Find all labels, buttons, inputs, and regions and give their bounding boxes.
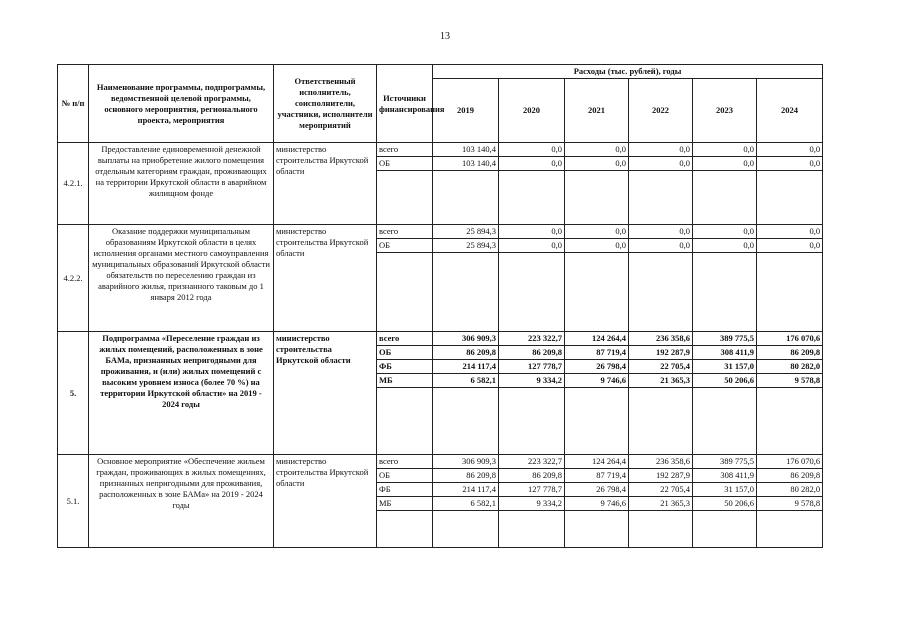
expense-value: 87 719,4: [565, 346, 629, 360]
expense-value: 0,0: [693, 157, 757, 171]
expense-value: 9 578,8: [757, 374, 823, 388]
expense-value: 127 778,7: [499, 360, 565, 374]
expense-value: 31 157,0: [693, 360, 757, 374]
empty-cell: [499, 511, 565, 548]
empty-cell: [693, 253, 757, 332]
empty-cell: [565, 171, 629, 225]
empty-cell: [377, 388, 433, 455]
expense-value: 80 282,0: [757, 483, 823, 497]
expense-value: 9 746,6: [565, 374, 629, 388]
expense-value: 389 775,5: [693, 455, 757, 469]
expense-value: 9 746,6: [565, 497, 629, 511]
header-year: 2021: [565, 79, 629, 143]
empty-cell: [629, 388, 693, 455]
expense-value: 86 209,8: [499, 469, 565, 483]
expense-value: 176 070,6: [757, 455, 823, 469]
table-row: [58, 225, 823, 239]
empty-cell: [693, 171, 757, 225]
expense-value: 0,0: [629, 157, 693, 171]
empty-cell: [377, 253, 433, 332]
budget-table: [57, 64, 823, 548]
empty-cell: [377, 171, 433, 225]
header-year: 2022: [629, 79, 693, 143]
expense-value: 223 322,7: [499, 332, 565, 346]
row-executor: министерство строительства Иркутской области: [274, 225, 377, 332]
expense-value: 6 582,1: [433, 497, 499, 511]
expense-value: 86 209,8: [499, 346, 565, 360]
expense-value: 26 798,4: [565, 483, 629, 497]
expense-value: 0,0: [757, 157, 823, 171]
empty-cell: [757, 511, 823, 548]
expense-value: 0,0: [565, 157, 629, 171]
empty-cell: [433, 171, 499, 225]
empty-cell: [565, 253, 629, 332]
empty-cell: [565, 511, 629, 548]
expense-value: 25 894,3: [433, 239, 499, 253]
funding-source: всего: [377, 225, 433, 239]
expense-value: 22 705,4: [629, 360, 693, 374]
expense-value: 9 334,2: [499, 497, 565, 511]
header-executor: Ответственный исполнитель, соисполнители, участники, исполнители мероприятий: [274, 65, 377, 143]
empty-cell: [499, 388, 565, 455]
expense-value: 0,0: [499, 143, 565, 157]
empty-cell: [377, 511, 433, 548]
table-row: [58, 143, 823, 157]
expense-value: 214 117,4: [433, 360, 499, 374]
funding-source: МБ: [377, 497, 433, 511]
expense-value: 236 358,6: [629, 455, 693, 469]
empty-cell: [757, 253, 823, 332]
empty-cell: [629, 253, 693, 332]
expense-value: 306 909,3: [433, 332, 499, 346]
expense-value: 21 365,3: [629, 374, 693, 388]
row-number: 5.: [58, 332, 89, 455]
header-num: № п/п: [58, 65, 89, 143]
row-number: 4.2.1.: [58, 143, 89, 225]
row-name: Оказание поддержки муниципальным образованиям Иркутской области в целях исполнения органами местного самоуправления муниципальных образований Иркутской области обязательств по переселению граждан из аварийного жилья, признанного таковым до 1 января 2012 года: [89, 225, 274, 332]
expense-value: 22 705,4: [629, 483, 693, 497]
expense-value: 306 909,3: [433, 455, 499, 469]
expense-value: 124 264,4: [565, 455, 629, 469]
expense-value: 308 411,9: [693, 469, 757, 483]
funding-source: всего: [377, 455, 433, 469]
funding-source: ОБ: [377, 239, 433, 253]
expense-value: 0,0: [693, 225, 757, 239]
expense-value: 0,0: [693, 239, 757, 253]
empty-cell: [499, 253, 565, 332]
table-body: [58, 143, 823, 548]
expense-value: 87 719,4: [565, 469, 629, 483]
funding-source: ОБ: [377, 157, 433, 171]
funding-source: ОБ: [377, 346, 433, 360]
expense-value: 103 140,4: [433, 157, 499, 171]
header-year: 2024: [757, 79, 823, 143]
expense-value: 236 358,6: [629, 332, 693, 346]
expense-value: 9 334,2: [499, 374, 565, 388]
expense-value: 6 582,1: [433, 374, 499, 388]
empty-cell: [757, 388, 823, 455]
empty-cell: [629, 511, 693, 548]
row-name: Предоставление единовременной денежной выплаты на приобретение жилого помещения отдельным категориям граждан, проживающих на территории Иркутской области в аварийном жилищном фонде: [89, 143, 274, 225]
expense-value: 0,0: [565, 225, 629, 239]
expense-value: 86 209,8: [433, 469, 499, 483]
expense-value: 25 894,3: [433, 225, 499, 239]
table-row: [58, 455, 823, 469]
funding-source: ОБ: [377, 469, 433, 483]
expense-value: 0,0: [499, 239, 565, 253]
expense-value: 176 070,6: [757, 332, 823, 346]
page-number: 13: [440, 31, 450, 42]
row-executor: министерство строительства Иркутской области: [274, 332, 377, 455]
expense-value: 308 411,9: [693, 346, 757, 360]
header-year: 2023: [693, 79, 757, 143]
expense-value: 124 264,4: [565, 332, 629, 346]
header-expenses: Расходы (тыс. рублей), годы: [433, 65, 823, 79]
expense-value: 0,0: [565, 143, 629, 157]
empty-cell: [629, 171, 693, 225]
expense-value: 9 578,8: [757, 497, 823, 511]
expense-value: 50 206,6: [693, 374, 757, 388]
header-year: 2020: [499, 79, 565, 143]
expense-value: 127 778,7: [499, 483, 565, 497]
expense-value: 31 157,0: [693, 483, 757, 497]
expense-value: 389 775,5: [693, 332, 757, 346]
expense-value: 0,0: [629, 239, 693, 253]
table-row: [58, 332, 823, 346]
expense-value: 26 798,4: [565, 360, 629, 374]
row-name: Основное мероприятие «Обеспечение жильем граждан, проживающих в жилых помещениях, признанных непригодными для проживания, расположенных в зоне БАМа» на 2019 - 2024 годы: [89, 455, 274, 548]
expense-value: 0,0: [757, 225, 823, 239]
expense-value: 0,0: [499, 157, 565, 171]
expense-value: 0,0: [757, 143, 823, 157]
expense-value: 103 140,4: [433, 143, 499, 157]
row-name: Подпрограмма «Переселение граждан из жилых помещений, расположенных в зоне БАМа, признанных непригодными для проживания, и (или) жилых помещений с высоким уровнем износа (более 70 %) на территории Иркутской области» на 2019 - 2024 годы: [89, 332, 274, 455]
empty-cell: [433, 388, 499, 455]
expense-value: 0,0: [629, 143, 693, 157]
expense-value: 0,0: [499, 225, 565, 239]
funding-source: всего: [377, 143, 433, 157]
empty-cell: [693, 511, 757, 548]
expense-value: 86 209,8: [433, 346, 499, 360]
expense-value: 0,0: [629, 225, 693, 239]
header-year: 2019: [433, 79, 499, 143]
expense-value: 214 117,4: [433, 483, 499, 497]
expense-value: 21 365,3: [629, 497, 693, 511]
expense-value: 192 287,9: [629, 469, 693, 483]
funding-source: МБ: [377, 374, 433, 388]
empty-cell: [433, 253, 499, 332]
empty-cell: [499, 171, 565, 225]
empty-cell: [433, 511, 499, 548]
funding-source: всего: [377, 332, 433, 346]
expense-value: 50 206,6: [693, 497, 757, 511]
funding-source: ФБ: [377, 483, 433, 497]
row-number: 4.2.2.: [58, 225, 89, 332]
expense-value: 0,0: [757, 239, 823, 253]
empty-cell: [757, 171, 823, 225]
expense-value: 192 287,9: [629, 346, 693, 360]
row-executor: министерство строительства Иркутской области: [274, 143, 377, 225]
empty-cell: [565, 388, 629, 455]
expense-value: 0,0: [565, 239, 629, 253]
row-number: 5.1.: [58, 455, 89, 548]
funding-source: ФБ: [377, 360, 433, 374]
row-executor: министерство строительства Иркутской области: [274, 455, 377, 548]
header-source: Источники финансирования: [377, 65, 433, 143]
expense-value: 86 209,8: [757, 346, 823, 360]
expense-value: 0,0: [693, 143, 757, 157]
expense-value: 86 209,8: [757, 469, 823, 483]
header-name: Наименование программы, подпрограммы, ведомственной целевой программы, основного мероприятия, регионального проекта, мероприятия: [89, 65, 274, 143]
empty-cell: [693, 388, 757, 455]
expense-value: 223 322,7: [499, 455, 565, 469]
expense-value: 80 282,0: [757, 360, 823, 374]
